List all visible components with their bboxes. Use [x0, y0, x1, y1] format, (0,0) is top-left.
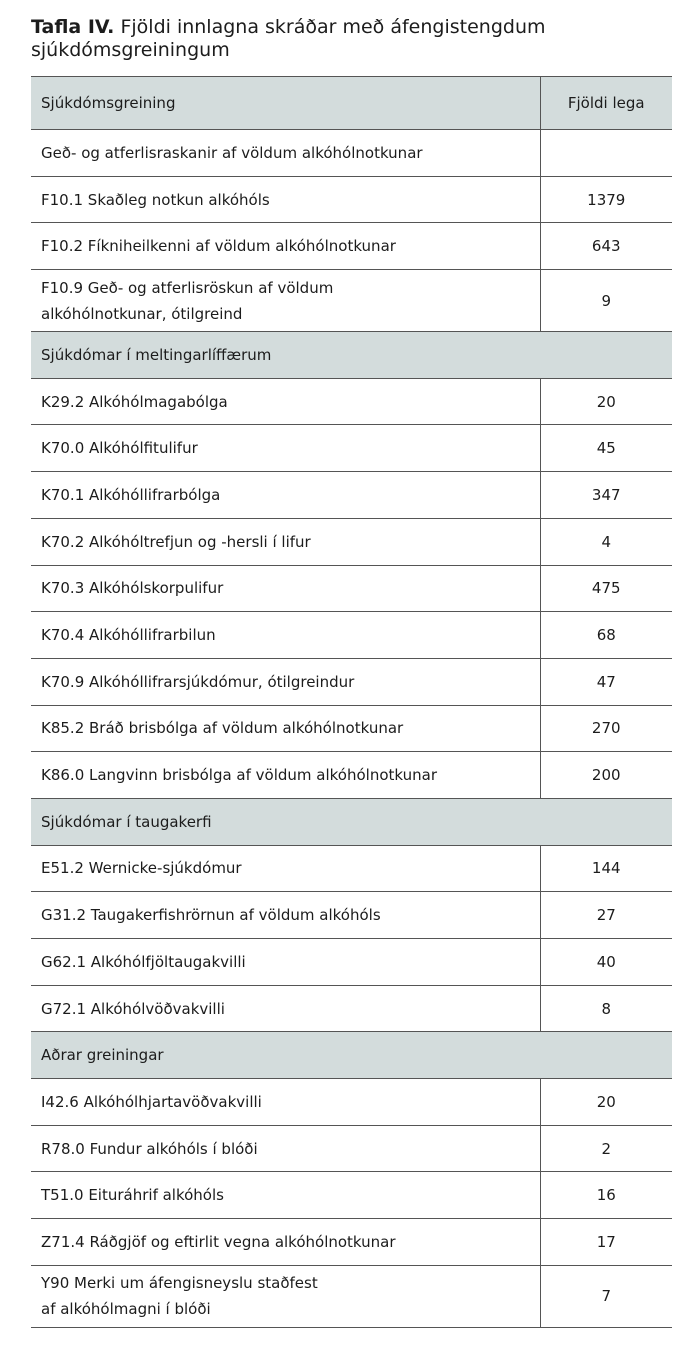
count-cell: 20	[540, 378, 672, 425]
count-cell: 475	[540, 565, 672, 612]
count-cell: 2	[540, 1125, 672, 1172]
caption-text: Fjöldi innlagna skráðar með áfengistengdum sjúkdómsgreiningum	[31, 16, 546, 61]
diagnosis-cell: K70.4 Alkóhóllifrarbilun	[31, 612, 540, 659]
count-cell: 4	[540, 518, 672, 565]
diagnosis-cell: K85.2 Bráð brisbólga af völdum alkóhólnotkunar	[31, 705, 540, 752]
table-header-row	[31, 77, 672, 130]
table-row	[31, 845, 672, 892]
table-row	[31, 565, 672, 612]
diagnosis-cell: K70.1 Alkóhóllifrarbólga	[31, 472, 540, 519]
header-count: Fjöldi lega	[540, 77, 672, 130]
count-cell: 45	[540, 425, 672, 472]
diagnosis-cell: G62.1 Alkóhólfjöltaugakvilli	[31, 939, 540, 986]
table-row	[31, 223, 672, 270]
section-title: Sjúkdómar í meltingarlíffærum	[31, 332, 672, 379]
count-cell: 270	[540, 705, 672, 752]
diagnosis-cell: R78.0 Fundur alkóhóls í blóði	[31, 1125, 540, 1172]
diagnosis-cell: K70.3 Alkóhólskorpulifur	[31, 565, 540, 612]
count-cell: 68	[540, 612, 672, 659]
diagnosis-cell: K70.0 Alkóhólfitulifur	[31, 425, 540, 472]
count-cell: 347	[540, 472, 672, 519]
table-row	[31, 1172, 672, 1219]
diagnosis-cell: G72.1 Alkóhólvöðvakvilli	[31, 985, 540, 1032]
table-row	[31, 985, 672, 1032]
diagnosis-cell: I42.6 Alkóhólhjartavöðvakvilli	[31, 1079, 540, 1126]
count-cell: 47	[540, 658, 672, 705]
count-cell: 27	[540, 892, 672, 939]
table-row	[31, 1125, 672, 1172]
table-row	[31, 130, 672, 177]
table-row	[31, 612, 672, 659]
section-title: Aðrar greiningar	[31, 1032, 672, 1079]
diagnosis-line: F10.9 Geð- og atferlisröskun af völdum	[41, 278, 334, 297]
diagnosis-cell: K29.2 Alkóhólmagabólga	[31, 378, 540, 425]
table-row	[31, 1079, 672, 1126]
table-row	[31, 939, 672, 986]
caption-label: Tafla IV.	[31, 16, 115, 38]
table-row	[31, 658, 672, 705]
diagnosis-line: alkóhólnotkunar, ótilgreind	[41, 304, 243, 323]
diagnosis-cell: T51.0 Eituráhrif alkóhóls	[31, 1172, 540, 1219]
table-row	[31, 176, 672, 223]
count-cell: 643	[540, 223, 672, 270]
diagnosis-cell: Z71.4 Ráðgjöf og eftirlit vegna alkóhólnotkunar	[31, 1219, 540, 1266]
diagnosis-table	[31, 76, 672, 1328]
header-diagnosis: Sjúkdómsgreining	[31, 77, 540, 130]
diagnosis-cell: Geð- og atferlisraskanir af völdum alkóhólnotkunar	[31, 130, 540, 177]
table-row	[31, 425, 672, 472]
count-cell: 7	[540, 1265, 672, 1327]
section-header-row	[31, 1032, 672, 1079]
count-cell: 1379	[540, 176, 672, 223]
table-row	[31, 378, 672, 425]
diagnosis-cell: K70.2 Alkóhóltrefjun og -hersli í lifur	[31, 518, 540, 565]
section-header-row	[31, 332, 672, 379]
table-row	[31, 1219, 672, 1266]
count-cell: 40	[540, 939, 672, 986]
diagnosis-cell: F10.2 Fíkniheilkenni af völdum alkóhólnotkunar	[31, 223, 540, 270]
diagnosis-cell: F10.1 Skaðleg notkun alkóhóls	[31, 176, 540, 223]
diagnosis-line: af alkóhólmagni í blóði	[41, 1300, 211, 1319]
diagnosis-line: Y90 Merki um áfengisneyslu staðfest	[41, 1274, 318, 1293]
diagnosis-cell	[31, 1265, 540, 1327]
count-cell	[540, 130, 672, 177]
table-row	[31, 705, 672, 752]
table-row	[31, 752, 672, 799]
diagnosis-cell: G31.2 Taugakerfishrörnun af völdum alkóhóls	[31, 892, 540, 939]
count-cell: 200	[540, 752, 672, 799]
diagnosis-cell: K86.0 Langvinn brisbólga af völdum alkóhólnotkunar	[31, 752, 540, 799]
diagnosis-cell: E51.2 Wernicke-sjúkdómur	[31, 845, 540, 892]
count-cell: 16	[540, 1172, 672, 1219]
section-title: Sjúkdómar í taugakerfi	[31, 798, 672, 845]
count-cell: 9	[540, 270, 672, 332]
count-cell: 20	[540, 1079, 672, 1126]
table-row	[31, 270, 672, 332]
table-caption	[31, 16, 671, 62]
count-cell: 17	[540, 1219, 672, 1266]
table-row	[31, 518, 672, 565]
diagnosis-cell	[31, 270, 540, 332]
count-cell: 144	[540, 845, 672, 892]
table-row	[31, 472, 672, 519]
table-row	[31, 1265, 672, 1327]
table-row	[31, 892, 672, 939]
count-cell: 8	[540, 985, 672, 1032]
section-header-row	[31, 798, 672, 845]
diagnosis-cell: K70.9 Alkóhóllifrarsjúkdómur, ótilgreindur	[31, 658, 540, 705]
